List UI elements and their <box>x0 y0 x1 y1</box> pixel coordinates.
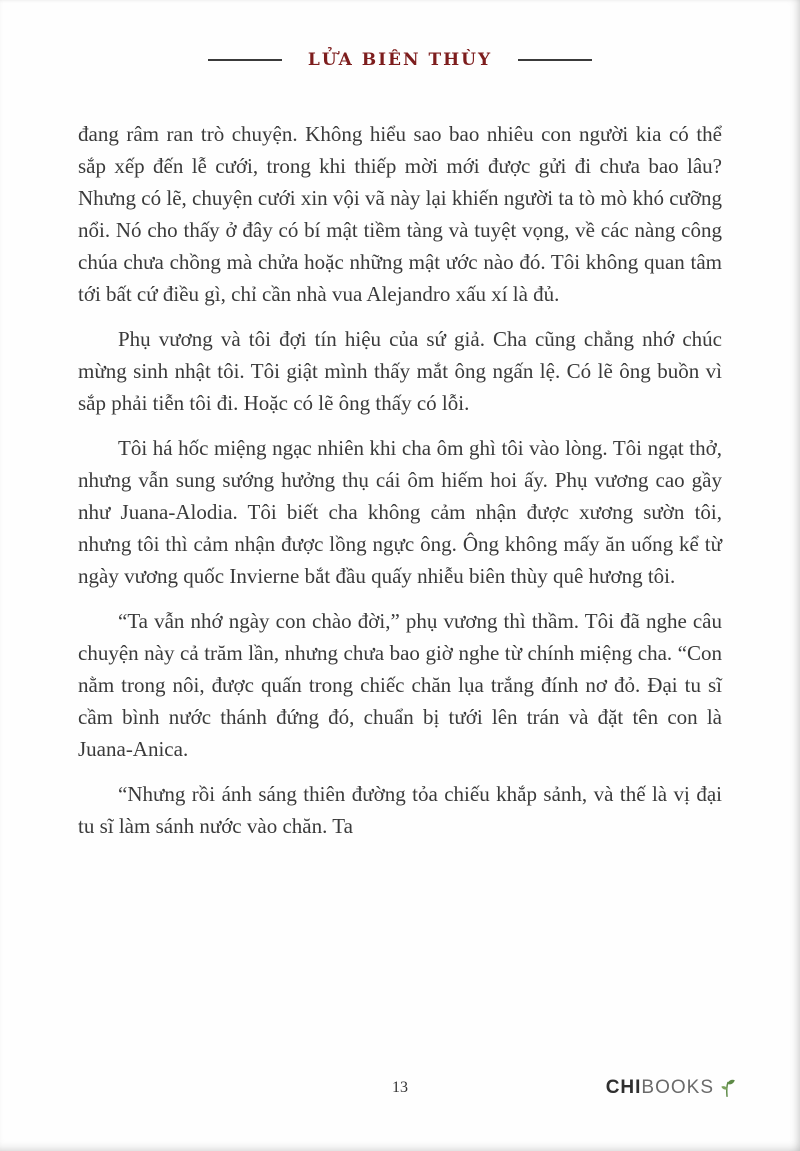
page-header <box>0 0 800 70</box>
page-footer <box>0 1079 800 1105</box>
header-rule-right <box>518 59 592 61</box>
paragraph: Tôi há hốc miệng ngạc nhiên khi cha ôm ghì tôi vào lòng. Tôi ngạt thở, nhưng vẫn sung sướng hưởng thụ cái ôm hiếm hoi ấy. Phụ vương cao gầy như Juana-Alodia. Tôi biết cha không cảm nhận được xương sườn tôi, nhưng tôi thì cảm nhận được lồng ngực ông. Ông không mấy ăn uống kể từ ngày vương quốc Invierne bắt đầu quấy nhiễu biên thùy quê hương tôi. <box>78 436 722 588</box>
paragraph: “Nhưng rồi ánh sáng thiên đường tỏa chiếu khắp sảnh, và thế là vị đại tu sĩ làm sánh nước vào chăn. Ta <box>78 782 722 838</box>
leaf-sprout-icon <box>716 1077 738 1099</box>
page-number: 13 <box>392 1079 408 1096</box>
page-body <box>78 118 722 855</box>
publisher-name-light: BOOKS <box>641 1077 714 1098</box>
publisher-name-bold: CHI <box>605 1077 642 1098</box>
paragraph: đang râm ran trò chuyện. Không hiểu sao bao nhiêu con người kia có thể sắp xếp đến lễ cưới, trong khi thiếp mời mới được gửi đi chưa bao lâu? Nhưng có lẽ, chuyện cưới xin vội vã này lại khiến người ta tò mò khó cưỡng nổi. Nó cho thấy ở đây có bí mật tiềm tàng và tuyệt vọng, về các nàng công chúa chưa chồng mà chửa hoặc những mật ước nào đó. Tôi không quan tâm tới bất cứ điều gì, chỉ cần nhà vua Alejandro xấu xí là đủ. <box>78 122 722 306</box>
paragraph: “Ta vẫn nhớ ngày con chào đời,” phụ vương thì thầm. Tôi đã nghe câu chuyện này cả trăm lần, nhưng chưa bao giờ nghe từ chính miệng cha. “Con nằm trong nôi, được quấn trong chiếc chăn lụa trắng đính nơ đỏ. Đại tu sĩ cầm bình nước thánh đứng đó, chuẩn bị tưới lên trán và đặt tên con là Juana-Anica. <box>78 609 722 761</box>
paragraph: Phụ vương và tôi đợi tín hiệu của sứ giả. Cha cũng chẳng nhớ chúc mừng sinh nhật tôi. Tôi giật mình thấy mắt ông ngấn lệ. Có lẽ ông buồn vì sắp phải tiễn tôi đi. Hoặc có lẽ ông thấy có lỗi. <box>78 327 722 415</box>
header-rule-left <box>208 59 282 61</box>
book-title: LỬA BIÊN THÙY <box>307 50 493 70</box>
publisher-logo <box>606 1077 738 1099</box>
